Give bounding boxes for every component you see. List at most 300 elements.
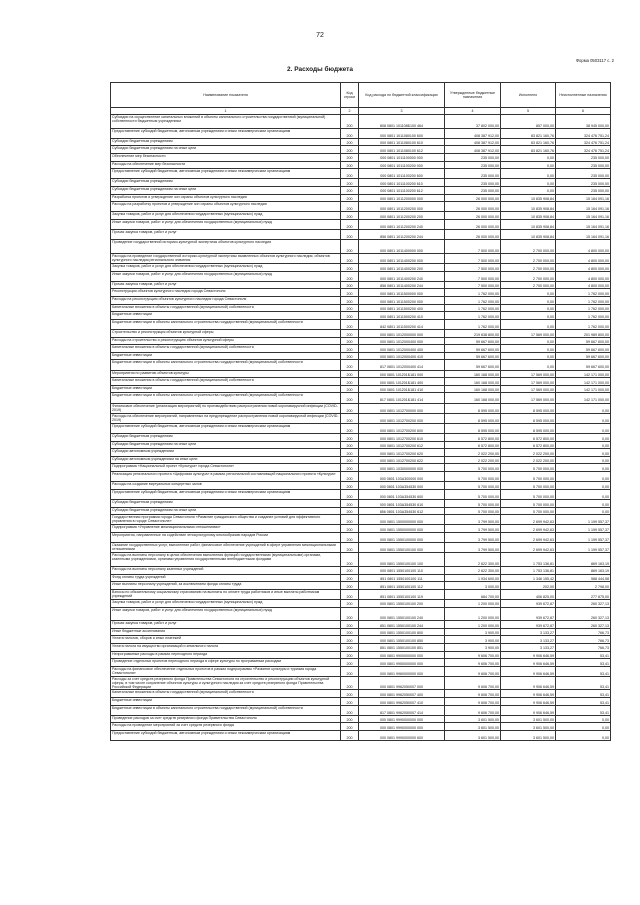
table-row — [111, 289, 611, 297]
row-executed-cell: 17 569 000,00 — [501, 378, 556, 386]
row-unexecuted-cell: 4 800 000,00 — [556, 281, 611, 289]
row-code-cell: 200 — [341, 607, 359, 621]
row-approved-cell: 5 700 000,00 — [445, 500, 501, 508]
row-approved-cell: 408 387 912,00 — [445, 138, 501, 146]
row-unexecuted-cell: 0,00 — [556, 472, 611, 482]
row-approved-cell: 408 387 912,00 — [445, 146, 501, 154]
row-name-cell: Бюджетные инвестиции — [111, 385, 341, 393]
row-unexecuted-cell: 1 199 557,37 — [556, 515, 611, 525]
row-code-cell: 200 — [341, 330, 359, 338]
row-approved-cell: 160 168 000,00 — [445, 370, 501, 378]
row-approved-cell: 235 000,00 — [445, 153, 501, 161]
table-row — [111, 240, 611, 254]
row-unexecuted-cell: 15 164 091,16 — [556, 219, 611, 229]
row-approved-cell: 9 606 700,00 — [445, 666, 501, 676]
table-row — [111, 161, 611, 169]
row-code-cell: 200 — [341, 281, 359, 289]
row-unexecuted-cell: 15 164 091,16 — [556, 212, 611, 220]
table-row — [111, 582, 611, 590]
table-row — [111, 304, 611, 312]
row-code-cell: 200 — [341, 731, 359, 741]
row-approved-cell: 9 606 700,00 — [445, 651, 501, 659]
row-code-cell: 200 — [341, 128, 359, 138]
row-unexecuted-cell: 53,41 — [556, 651, 611, 659]
row-class-cell: 000 0801 9950000000 000 — [359, 659, 445, 667]
table-row — [111, 345, 611, 353]
row-class-cell: 000 0801 1550100100 800 — [359, 628, 445, 636]
row-class-cell: 000 0801 1011400200 240 — [359, 271, 445, 281]
row-class-cell: 000 0801 1011500200 000 — [359, 297, 445, 305]
header-number: 5 — [501, 108, 556, 115]
row-approved-cell: 26 000 000,00 — [445, 230, 501, 240]
table-row — [111, 628, 611, 636]
row-class-cell: 000 0801 1500000000 000 — [359, 515, 445, 525]
row-name-cell: Расходы на обеспечение мер безопасности — [111, 161, 341, 169]
row-name-cell: Закупка товаров, работ и услуг для обеспечения государственных (муниципальных) нужд — [111, 599, 341, 607]
row-name-cell: Реконструкция объектов культурного наследия города Севастополя — [111, 289, 341, 297]
row-code-cell: 200 — [341, 289, 359, 297]
row-unexecuted-cell: 4 800 000,00 — [556, 271, 611, 281]
row-approved-cell: 408 387 912,00 — [445, 128, 501, 138]
table-row — [111, 472, 611, 482]
row-code-cell: 200 — [341, 515, 359, 525]
row-code-cell: 200 — [341, 212, 359, 220]
row-unexecuted-cell: 0,00 — [556, 413, 611, 423]
row-code-cell: 200 — [341, 393, 359, 403]
row-unexecuted-cell: 235 000,00 — [556, 186, 611, 194]
row-approved-cell: 3 799 500,00 — [445, 543, 501, 553]
row-class-cell: 851 0801 1550100100 119 — [359, 589, 445, 599]
row-class-cell: 000 0801 101201Б181 000 — [359, 370, 445, 378]
row-executed-cell: 1 346 155,42 — [501, 574, 556, 582]
row-class-cell: 000 0801 1012700200 000 — [359, 413, 445, 423]
row-approved-cell: 235 000,00 — [445, 161, 501, 169]
table-row — [111, 219, 611, 229]
row-executed-cell: 5 700 000,00 — [501, 500, 556, 508]
row-approved-cell: 59 667 600,00 — [445, 360, 501, 370]
row-class-cell: 000 0801 1012000400 400 — [359, 345, 445, 353]
header-class: Код расхода по бюджетной классификации — [359, 83, 445, 108]
row-executed-cell: 10 835 908,84 — [501, 219, 556, 229]
row-unexecuted-cell: 235 000,00 — [556, 161, 611, 169]
row-approved-cell: 1 762 000,00 — [445, 304, 501, 312]
row-unexecuted-cell: 324 476 751,24 — [556, 146, 611, 154]
row-executed-cell: 17 569 000,00 — [501, 393, 556, 403]
row-unexecuted-cell: 0,00 — [556, 507, 611, 515]
row-code-cell: 200 — [341, 271, 359, 281]
row-executed-cell: 0,00 — [501, 186, 556, 194]
row-class-cell: 000 0801 1012700200 622 — [359, 456, 445, 464]
row-code-cell: 200 — [341, 543, 359, 553]
row-name-cell: Закупка товаров, работ и услуг для обеспечения государственных (муниципальных) нужд — [111, 212, 341, 220]
row-code-cell: 200 — [341, 489, 359, 499]
row-name-cell: Иные закупки товаров, работ и услуг для обеспечения государственных (муниципальных) нужд — [111, 271, 341, 281]
row-executed-cell: 2 699 942,63 — [501, 543, 556, 553]
row-name-cell: Иные закупки товаров, работ и услуг для обеспечения государственных (муниципальных) нужд — [111, 219, 341, 229]
row-executed-cell: 5 700 000,00 — [501, 489, 556, 499]
row-unexecuted-cell: 260 327,13 — [556, 621, 611, 629]
row-executed-cell: 83 821 160,76 — [501, 138, 556, 146]
row-code-cell: 200 — [341, 423, 359, 433]
row-name-cell: Государственная программа города Севастополя «Развитие гражданского общества и создание условий для эффективного управления в городе Севастополе» — [111, 515, 341, 525]
row-executed-cell: 8 595 000,00 — [501, 403, 556, 413]
row-approved-cell: 3 799 500,00 — [445, 533, 501, 543]
expenses-table — [110, 82, 611, 741]
table-row — [111, 360, 611, 370]
row-class-cell: 851 0801 1550100100 111 — [359, 574, 445, 582]
header-number: 4 — [445, 108, 501, 115]
row-executed-cell: 0,00 — [501, 153, 556, 161]
row-unexecuted-cell: 260 327,13 — [556, 607, 611, 621]
row-executed-cell: 5 700 000,00 — [501, 464, 556, 472]
row-approved-cell: 59 667 600,00 — [445, 337, 501, 345]
table-row — [111, 607, 611, 621]
row-executed-cell: 2 700 000,00 — [501, 253, 556, 263]
row-unexecuted-cell: 142 171 000,00 — [556, 393, 611, 403]
row-class-cell: 000 0801 1030000000 000 — [359, 464, 445, 472]
row-executed-cell: 10 835 908,84 — [501, 230, 556, 240]
row-class-cell: 000 0801 9962050007 400 — [359, 690, 445, 698]
row-name-cell: Бюджетные инвестиции в объекты капитального строительства государственной (муниципальной) собственности — [111, 319, 341, 329]
row-executed-cell: 0,00 — [501, 337, 556, 345]
row-approved-cell: 5 700 000,00 — [445, 464, 501, 472]
row-executed-cell: 406 825,00 — [501, 589, 556, 599]
row-class-cell: 000 0801 1550100100 100 — [359, 553, 445, 567]
row-executed-cell: 202,00 — [501, 582, 556, 590]
row-code-cell: 200 — [341, 138, 359, 146]
row-unexecuted-cell: 15 164 091,16 — [556, 202, 611, 212]
row-approved-cell: 9 606 700,00 — [445, 690, 501, 698]
row-unexecuted-cell: 235 000,00 — [556, 169, 611, 179]
header-number: 6 — [556, 108, 611, 115]
row-class-cell: 808 0801 101108Б100 464 — [359, 115, 445, 129]
row-unexecuted-cell: 2 798,00 — [556, 582, 611, 590]
row-executed-cell: 9 906 646,59 — [501, 651, 556, 659]
row-code-cell: 200 — [341, 413, 359, 423]
row-class-cell: 000 0801 1011500200 410 — [359, 312, 445, 320]
row-executed-cell: 1 753 136,81 — [501, 553, 556, 567]
table-row — [111, 169, 611, 179]
row-unexecuted-cell: 4 800 000,00 — [556, 240, 611, 254]
row-executed-cell: 5 700 000,00 — [501, 472, 556, 482]
row-class-cell: 000 0801 1550100000 000 — [359, 533, 445, 543]
row-executed-cell: 17 569 000,00 — [501, 370, 556, 378]
row-code-cell: 200 — [341, 643, 359, 651]
row-executed-cell: 6 572 800,00 — [501, 441, 556, 449]
row-approved-cell: 59 667 600,00 — [445, 352, 501, 360]
row-name-cell: Непрограммные расходы в рамках переходного периода — [111, 651, 341, 659]
table-row — [111, 423, 611, 433]
row-unexecuted-cell: 4 800 000,00 — [556, 253, 611, 263]
row-unexecuted-cell: 59 667 600,00 — [556, 345, 611, 353]
row-class-cell: 000 0801 1011100000 000 — [359, 153, 445, 161]
row-unexecuted-cell: 15 164 091,16 — [556, 194, 611, 202]
row-class-cell: 000 0801 1012700200 610 — [359, 434, 445, 442]
row-approved-cell: 2 022 200,00 — [445, 449, 501, 457]
row-code-cell: 200 — [341, 582, 359, 590]
page-number: 72 — [316, 32, 324, 39]
row-approved-cell: 235 000,00 — [445, 179, 501, 187]
row-code-cell: 200 — [341, 507, 359, 515]
header-number: 2 — [341, 108, 359, 115]
row-class-cell: 000 0801 101201Б181 400 — [359, 378, 445, 386]
table-row — [111, 138, 611, 146]
row-unexecuted-cell: 0,00 — [556, 731, 611, 741]
row-name-cell: Субсидии бюджетным учреждениям — [111, 500, 341, 508]
row-executed-cell: 0,00 — [501, 360, 556, 370]
row-name-cell: Подпрограмма «Национальный проект «Культура» города Севастополя» — [111, 464, 341, 472]
row-name-cell: Иные закупки товаров, работ и услуг для обеспечения государственных (муниципальных) нужд — [111, 607, 341, 621]
row-unexecuted-cell: 142 171 000,00 — [556, 385, 611, 393]
row-approved-cell: 8 595 000,00 — [445, 403, 501, 413]
row-name-cell: Проведение государственной историко-культурной экспертизы объектов культурного наследия — [111, 240, 341, 254]
row-name-cell: Предоставление субсидий бюджетным, автономным учреждениям и иным некоммерческим организациям — [111, 169, 341, 179]
row-code-cell: 200 — [341, 253, 359, 263]
row-name-cell: Расходы на разработку проектов и утверждение зон охраны объектов культурного наследия — [111, 202, 341, 212]
row-executed-cell: 17 569 000,00 — [501, 385, 556, 393]
row-code-cell: 200 — [341, 219, 359, 229]
row-code-cell: 200 — [341, 698, 359, 706]
row-name-cell: Бюджетные инвестиции — [111, 352, 341, 360]
row-code-cell: 200 — [341, 589, 359, 599]
row-executed-cell: 3 133,27 — [501, 628, 556, 636]
row-class-cell: 000 0801 103A354530 610 — [359, 500, 445, 508]
row-name-cell: Капитальные вложения в объекты государственной (муниципальной) собственности — [111, 690, 341, 698]
row-code-cell: 200 — [341, 690, 359, 698]
row-approved-cell: 2 022 200,00 — [445, 456, 501, 464]
row-unexecuted-cell: 0,00 — [556, 456, 611, 464]
row-name-cell: Предоставление субсидий бюджетным, автономным учреждениям и иным некоммерческим организациям — [111, 128, 341, 138]
row-executed-cell: 939 672,87 — [501, 599, 556, 607]
table-row — [111, 202, 611, 212]
row-name-cell: Закупка товаров, работ и услуг для обеспечения государственных (муниципальных) нужд — [111, 264, 341, 272]
row-approved-cell: 3 799 500,00 — [445, 525, 501, 533]
table-row — [111, 441, 611, 449]
row-unexecuted-cell: 15 164 091,16 — [556, 230, 611, 240]
table-row — [111, 533, 611, 543]
row-approved-cell: 26 000 000,00 — [445, 212, 501, 220]
row-unexecuted-cell: 38 945 000,00 — [556, 115, 611, 129]
row-code-cell: 200 — [341, 385, 359, 393]
row-executed-cell: 8 595 000,00 — [501, 423, 556, 433]
row-code-cell: 200 — [341, 161, 359, 169]
row-class-cell: 000 0801 101201Б181 410 — [359, 385, 445, 393]
row-executed-cell: 3 601 500,00 — [501, 731, 556, 741]
row-code-cell: 200 — [341, 464, 359, 472]
table-row — [111, 281, 611, 289]
row-approved-cell: 5 700 000,00 — [445, 489, 501, 499]
table-row — [111, 456, 611, 464]
row-code-cell: 200 — [341, 264, 359, 272]
row-unexecuted-cell: 869 163,19 — [556, 553, 611, 567]
table-row — [111, 264, 611, 272]
row-code-cell: 200 — [341, 297, 359, 305]
row-name-cell: Финансовое обеспечение (реализация мероприятий) по противодействию распространения новой коронавирусной инфекции (COVID-2019) — [111, 403, 341, 413]
row-class-cell: 000 0801 1011400000 000 — [359, 240, 445, 254]
row-executed-cell: 10 835 908,84 — [501, 194, 556, 202]
row-unexecuted-cell: 59 667 600,00 — [556, 360, 611, 370]
row-name-cell: Субсидии бюджетным учреждениям — [111, 434, 341, 442]
row-code-cell: 200 — [341, 482, 359, 490]
row-executed-cell: 0,00 — [501, 169, 556, 179]
row-code-cell: 200 — [341, 659, 359, 667]
row-class-cell: 842 0801 1011500200 414 — [359, 319, 445, 329]
row-class-cell: 817 0801 1012000400 414 — [359, 360, 445, 370]
row-name-cell: Строительство и реконструкция объектов культурной сферы — [111, 330, 341, 338]
row-class-cell: 000 0801 9990000000 000 — [359, 723, 445, 731]
row-class-cell: 000 0801 1011100200 600 — [359, 169, 445, 179]
row-name-cell: Прочая закупка товаров, работ и услуг — [111, 230, 341, 240]
row-unexecuted-cell: 235 000,00 — [556, 153, 611, 161]
row-class-cell: 856 0801 1011400200 244 — [359, 281, 445, 289]
table-row — [111, 146, 611, 154]
row-name-cell: Бюджетные инвестиции — [111, 698, 341, 706]
row-unexecuted-cell: 1 762 000,00 — [556, 319, 611, 329]
row-unexecuted-cell: 0,00 — [556, 441, 611, 449]
row-approved-cell: 26 000 000,00 — [445, 202, 501, 212]
row-executed-cell: 6 572 800,00 — [501, 434, 556, 442]
table-row — [111, 666, 611, 676]
row-code-cell: 200 — [341, 553, 359, 567]
header-executed: Исполнено — [501, 83, 556, 108]
table-row — [111, 574, 611, 582]
row-unexecuted-cell: 766,73 — [556, 643, 611, 651]
row-name-cell: Субсидии бюджетным учреждениям на иные цели — [111, 186, 341, 194]
row-executed-cell: 0,00 — [501, 304, 556, 312]
row-code-cell: 200 — [341, 676, 359, 690]
row-executed-cell: 0,00 — [501, 352, 556, 360]
table-row — [111, 128, 611, 138]
table-row — [111, 179, 611, 187]
row-code-cell: 200 — [341, 370, 359, 378]
row-approved-cell: 1 200 000,00 — [445, 621, 501, 629]
row-unexecuted-cell: 0,00 — [556, 500, 611, 508]
row-class-cell: 000 0801 1011100200 000 — [359, 161, 445, 169]
table-row — [111, 482, 611, 490]
row-unexecuted-cell: 260 327,13 — [556, 599, 611, 607]
row-name-cell: Разработка проектов и утверждение зон охраны объектов культурного наследия — [111, 194, 341, 202]
row-approved-cell: 9 606 700,00 — [445, 705, 501, 715]
row-class-cell: 000 0801 1011200000 000 — [359, 194, 445, 202]
row-approved-cell: 6 572 800,00 — [445, 434, 501, 442]
row-name-cell: Мероприятия по развитию объектов культуры — [111, 370, 341, 378]
row-name-cell: Субсидии бюджетным учреждениям на иные цели — [111, 146, 341, 154]
row-approved-cell: 1 762 000,00 — [445, 312, 501, 320]
row-executed-cell: 2 700 000,00 — [501, 281, 556, 289]
row-class-cell: 817 0801 9962050007 414 — [359, 705, 445, 715]
table-row — [111, 449, 611, 457]
table-row — [111, 330, 611, 338]
table-row — [111, 297, 611, 305]
row-name-cell: Проведение расходов за счет средств резервного фонда Правительства Севастополя — [111, 715, 341, 723]
table-row — [111, 705, 611, 715]
row-unexecuted-cell: 0,00 — [556, 434, 611, 442]
row-approved-cell: 5 700 000,00 — [445, 507, 501, 515]
row-class-cell: 851 0801 1550100100 244 — [359, 621, 445, 629]
row-executed-cell: 2 700 000,00 — [501, 264, 556, 272]
row-code-cell: 200 — [341, 345, 359, 353]
row-code-cell: 200 — [341, 449, 359, 457]
form-code: Форма 0503117 с. 2 — [575, 58, 614, 63]
row-code-cell: 200 — [341, 403, 359, 413]
row-executed-cell: 0,00 — [501, 319, 556, 329]
table-row — [111, 566, 611, 574]
row-code-cell: 200 — [341, 621, 359, 629]
row-executed-cell: 857 000,00 — [501, 115, 556, 129]
row-approved-cell: 26 000 000,00 — [445, 219, 501, 229]
row-unexecuted-cell: 53,41 — [556, 659, 611, 667]
row-approved-cell: 219 638 800,00 — [445, 330, 501, 338]
row-approved-cell: 3 799 500,00 — [445, 515, 501, 525]
table-row — [111, 543, 611, 553]
row-class-cell: 000 0801 1550100100 200 — [359, 599, 445, 607]
row-approved-cell: 3 900,00 — [445, 643, 501, 651]
row-executed-cell: 3 601 500,00 — [501, 715, 556, 723]
row-code-cell: 200 — [341, 352, 359, 360]
table-row — [111, 525, 611, 533]
row-executed-cell: 0,00 — [501, 289, 556, 297]
table-row — [111, 194, 611, 202]
header-number: 1 — [111, 108, 341, 115]
row-name-cell: Капитальные вложения в объекты государственной (муниципальной) собственности — [111, 304, 341, 312]
table-row — [111, 690, 611, 698]
row-executed-cell: 0,00 — [501, 179, 556, 187]
row-class-cell: 000 0801 1550100100 110 — [359, 566, 445, 574]
row-code-cell: 200 — [341, 378, 359, 386]
row-class-cell: 000 0801 9990000000 000 — [359, 715, 445, 723]
row-executed-cell: 2 700 000,00 — [501, 271, 556, 281]
row-name-cell: Фонд оплаты труда учреждений — [111, 574, 341, 582]
row-unexecuted-cell: 766,73 — [556, 628, 611, 636]
row-name-cell: Капитальные вложения в объекты государственной (муниципальной) собственности — [111, 378, 341, 386]
table-row — [111, 464, 611, 472]
row-name-cell: Предоставление субсидий бюджетным, автономным учреждениям и иным некоммерческим организациям — [111, 423, 341, 433]
row-code-cell: 200 — [341, 319, 359, 329]
row-name-cell: Предоставление субсидий бюджетным, автономным учреждениям и иным некоммерческим организациям — [111, 731, 341, 741]
row-code-cell: 200 — [341, 566, 359, 574]
row-approved-cell: 1 200 000,00 — [445, 599, 501, 607]
row-class-cell: 000 0801 1550000000 000 — [359, 525, 445, 533]
table-row — [111, 413, 611, 423]
row-class-cell: 000 0801 9962050007 410 — [359, 698, 445, 706]
row-name-cell: Бюджетные инвестиции в объекты капитального строительства государственной (муниципальной) собственности — [111, 393, 341, 403]
row-executed-cell: 10 835 908,84 — [501, 202, 556, 212]
row-code-cell: 200 — [341, 715, 359, 723]
row-name-cell: Расходы на финансовое обеспечение отдельных проектов в рамках подпрограммы «Развитие культуры и туризма города Севастополя» — [111, 666, 341, 676]
row-unexecuted-cell: 53,41 — [556, 705, 611, 715]
row-approved-cell: 1 762 000,00 — [445, 319, 501, 329]
row-name-cell: Субсидии бюджетным учреждениям на иные цели — [111, 507, 341, 515]
row-code-cell: 200 — [341, 169, 359, 179]
row-unexecuted-cell: 0,00 — [556, 449, 611, 457]
row-approved-cell: 2 622 300,00 — [445, 553, 501, 567]
row-unexecuted-cell: 324 476 751,24 — [556, 138, 611, 146]
table-row — [111, 337, 611, 345]
row-code-cell: 200 — [341, 525, 359, 533]
row-unexecuted-cell: 235 000,00 — [556, 179, 611, 187]
row-name-cell: Расходы на выплаты персоналу в целях обеспечения выполнения функций государственными (муниципальными) органами, казенными учреждениями, органами управления государственными внебюджетными фондами — [111, 553, 341, 567]
row-class-cell: 000 0801 9990000000 600 — [359, 731, 445, 741]
row-code-cell: 200 — [341, 115, 359, 129]
row-code-cell: 200 — [341, 230, 359, 240]
row-unexecuted-cell: 53,41 — [556, 698, 611, 706]
row-executed-cell: 939 672,87 — [501, 607, 556, 621]
row-code-cell: 200 — [341, 146, 359, 154]
page-title: 2. Расходы бюджета — [287, 66, 353, 73]
header-number: 3 — [359, 108, 445, 115]
row-approved-cell: 59 667 600,00 — [445, 345, 501, 353]
row-unexecuted-cell: 201 989 800,00 — [556, 330, 611, 338]
